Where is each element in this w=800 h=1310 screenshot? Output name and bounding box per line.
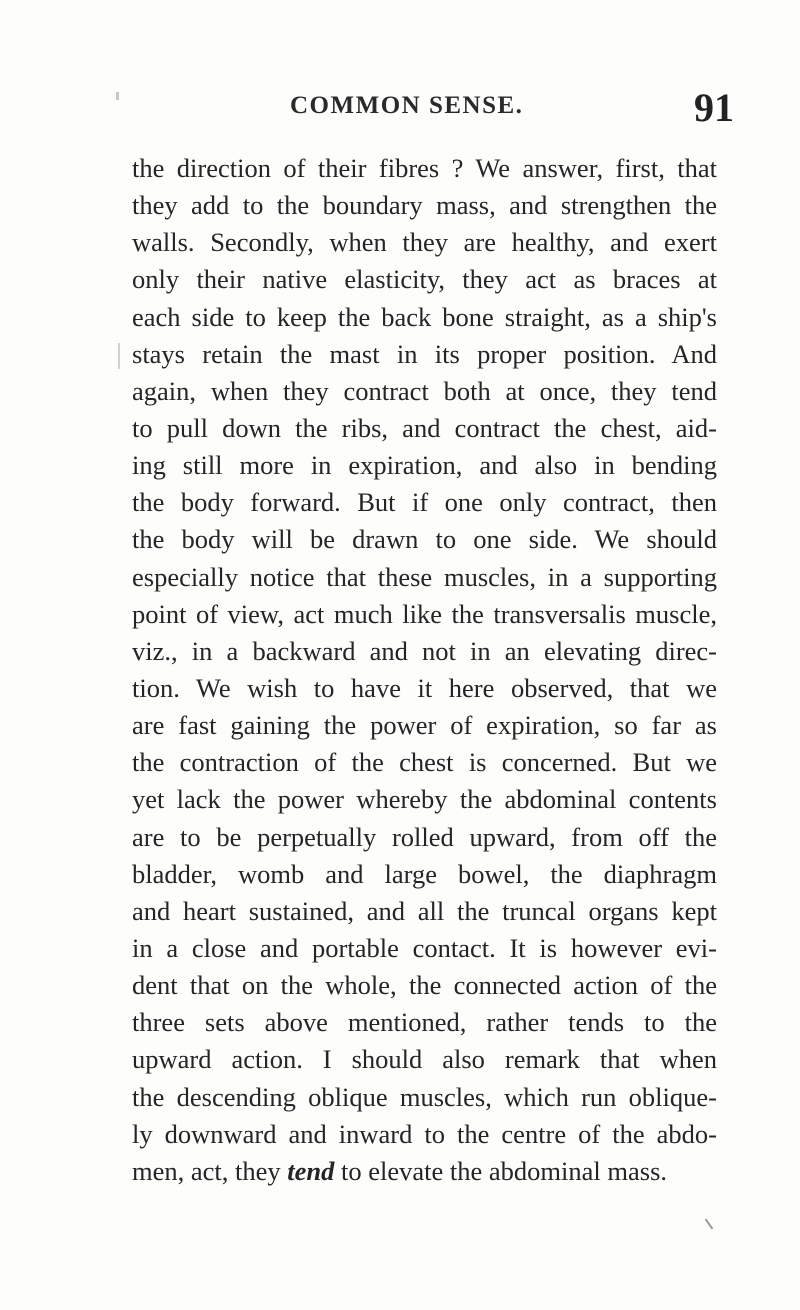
scan-mark — [705, 1219, 714, 1230]
text-line: they add to the boundary mass, and strengthen the — [132, 190, 717, 221]
scan-mark — [118, 343, 120, 369]
text-line: only their native elasticity, they act as braces at — [132, 264, 717, 295]
text-line: especially notice that these muscles, in a supporting — [132, 561, 717, 592]
text-line: the descending oblique muscles, which run oblique- — [132, 1081, 717, 1112]
text-line: and heart sustained, and all the truncal organs kept — [132, 895, 717, 926]
text-line: ing still more in expiration, and also in bending — [132, 450, 717, 481]
text-line: in a close and portable contact. It is however evi- — [132, 932, 717, 963]
text-line: the direction of their fibres ? We answer, first, that — [132, 153, 717, 183]
text-line: tion. We wish to have it here observed, that we — [132, 672, 717, 703]
text-line: point of view, act much like the transversalis muscle, — [132, 598, 717, 629]
text-line: stays retain the mast in its proper position. And — [132, 338, 717, 369]
body-text — [132, 150, 717, 1190]
running-head: COMMON SENSE. — [290, 92, 524, 119]
text-line: dent that on the whole, the connected action of the — [132, 970, 717, 1001]
text-line: to pull down the ribs, and contract the chest, aid- — [132, 412, 717, 443]
text-segment: men, act, they — [132, 1155, 288, 1186]
page-header — [0, 85, 800, 130]
text-segment: to elevate the abdominal mass. — [334, 1155, 668, 1186]
text-line: ly downward and inward to the centre of the abdo- — [132, 1118, 717, 1149]
text-line: yet lack the power whereby the abdominal contents — [132, 784, 717, 815]
text-line: bladder, womb and large bowel, the diaphragm — [132, 858, 717, 889]
page-number: 91 — [694, 85, 734, 130]
text-line: the body will be drawn to one side. We should — [132, 524, 717, 555]
text-line: each side to keep the back bone straight, as a ship's — [132, 301, 717, 332]
text-line: the contraction of the chest is concerned. But we — [132, 747, 717, 778]
text-line-last — [132, 1153, 717, 1190]
text-line: again, when they contract both at once, they tend — [132, 375, 717, 406]
text-line: are to be perpetually rolled upward, from off the — [132, 821, 717, 852]
text-line: three sets above mentioned, rather tends to the — [132, 1007, 717, 1038]
text-line: are fast gaining the power of expiration, so far as — [132, 710, 717, 741]
text-line: the body forward. But if one only contract, then — [132, 487, 717, 518]
emphasized-word: tend — [287, 1155, 335, 1186]
text-line: upward action. I should also remark that when — [132, 1044, 717, 1075]
text-line: walls. Secondly, when they are healthy, and exert — [132, 227, 717, 258]
text-line: viz., in a backward and not in an elevating direc- — [132, 635, 717, 666]
